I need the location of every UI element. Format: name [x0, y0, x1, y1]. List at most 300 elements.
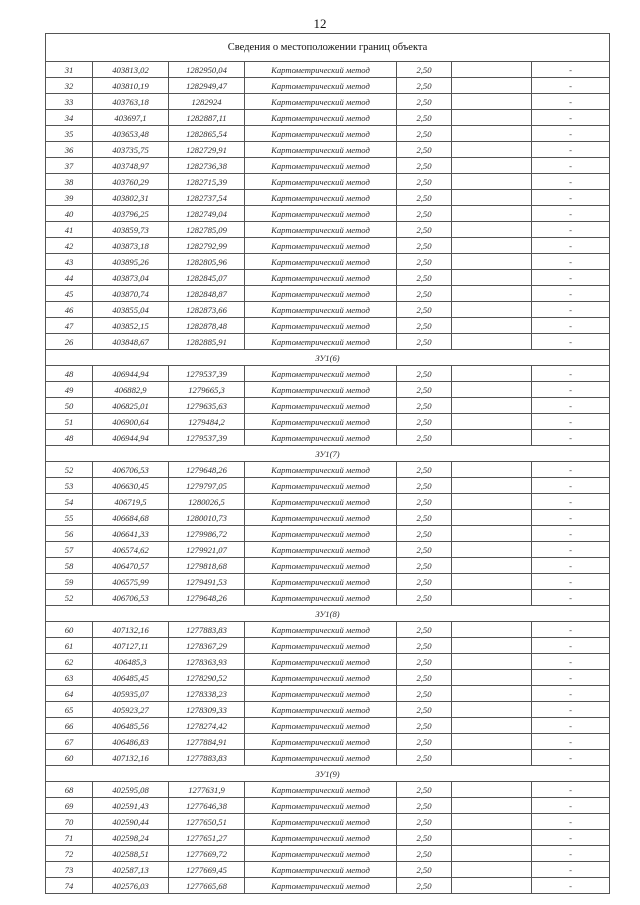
x-coordinate-cell: 403895,26 — [93, 254, 169, 270]
blank-cell — [452, 158, 532, 174]
blank-cell — [452, 734, 532, 750]
note-cell: - — [532, 622, 610, 638]
point-number-cell: 44 — [46, 270, 93, 286]
accuracy-cell: 2,50 — [397, 126, 452, 142]
point-number-cell: 39 — [46, 190, 93, 206]
method-cell: Картометрический метод — [245, 542, 397, 558]
y-coordinate-cell: 1279635,63 — [169, 398, 245, 414]
method-cell: Картометрический метод — [245, 590, 397, 606]
point-number-cell: 73 — [46, 862, 93, 878]
blank-cell — [452, 702, 532, 718]
group-header-row — [46, 766, 610, 782]
y-coordinate-cell: 1282845,07 — [169, 270, 245, 286]
y-coordinate-cell: 1278363,93 — [169, 654, 245, 670]
x-coordinate-cell: 406719,5 — [93, 494, 169, 510]
x-coordinate-cell: 406574,62 — [93, 542, 169, 558]
table-row — [46, 222, 610, 238]
table-row — [46, 366, 610, 382]
accuracy-cell: 2,50 — [397, 254, 452, 270]
table-row — [46, 286, 610, 302]
accuracy-cell: 2,50 — [397, 462, 452, 478]
point-number-cell: 56 — [46, 526, 93, 542]
table-row — [46, 798, 610, 814]
accuracy-cell: 2,50 — [397, 158, 452, 174]
method-cell: Картометрический метод — [245, 318, 397, 334]
blank-cell — [452, 302, 532, 318]
table-row — [46, 862, 610, 878]
table-row — [46, 430, 610, 446]
x-coordinate-cell: 403870,74 — [93, 286, 169, 302]
accuracy-cell: 2,50 — [397, 670, 452, 686]
accuracy-cell: 2,50 — [397, 78, 452, 94]
accuracy-cell: 2,50 — [397, 798, 452, 814]
y-coordinate-cell: 1282736,38 — [169, 158, 245, 174]
blank-cell — [452, 414, 532, 430]
x-coordinate-cell: 403848,67 — [93, 334, 169, 350]
blank-cell — [452, 254, 532, 270]
note-cell: - — [532, 846, 610, 862]
blank-cell — [452, 686, 532, 702]
point-number-cell: 60 — [46, 750, 93, 766]
x-coordinate-cell: 403813,02 — [93, 62, 169, 78]
point-number-cell: 59 — [46, 574, 93, 590]
method-cell: Картометрический метод — [245, 174, 397, 190]
table-row — [46, 270, 610, 286]
group-label: ЗУ1(8) — [46, 606, 610, 622]
method-cell: Картометрический метод — [245, 398, 397, 414]
point-number-cell: 50 — [46, 398, 93, 414]
table-row — [46, 334, 610, 350]
method-cell: Картометрический метод — [245, 862, 397, 878]
table-row — [46, 590, 610, 606]
table-row — [46, 750, 610, 766]
y-coordinate-cell: 1282878,48 — [169, 318, 245, 334]
point-number-cell: 52 — [46, 590, 93, 606]
x-coordinate-cell: 402595,08 — [93, 782, 169, 798]
blank-cell — [452, 750, 532, 766]
x-coordinate-cell: 406706,53 — [93, 462, 169, 478]
y-coordinate-cell: 1277631,9 — [169, 782, 245, 798]
blank-cell — [452, 366, 532, 382]
blank-cell — [452, 206, 532, 222]
method-cell: Картометрический метод — [245, 734, 397, 750]
note-cell: - — [532, 782, 610, 798]
accuracy-cell: 2,50 — [397, 846, 452, 862]
x-coordinate-cell: 403859,73 — [93, 222, 169, 238]
y-coordinate-cell: 1280010,73 — [169, 510, 245, 526]
y-coordinate-cell: 1278338,23 — [169, 686, 245, 702]
point-number-cell: 66 — [46, 718, 93, 734]
table-row — [46, 142, 610, 158]
y-coordinate-cell: 1282950,04 — [169, 62, 245, 78]
method-cell: Картометрический метод — [245, 366, 397, 382]
table-row — [46, 846, 610, 862]
blank-cell — [452, 830, 532, 846]
table-row — [46, 78, 610, 94]
accuracy-cell: 2,50 — [397, 558, 452, 574]
point-number-cell: 38 — [46, 174, 93, 190]
x-coordinate-cell: 402588,51 — [93, 846, 169, 862]
table-row — [46, 62, 610, 78]
note-cell: - — [532, 638, 610, 654]
method-cell: Картометрический метод — [245, 782, 397, 798]
point-number-cell: 71 — [46, 830, 93, 846]
blank-cell — [452, 862, 532, 878]
accuracy-cell: 2,50 — [397, 878, 452, 894]
accuracy-cell: 2,50 — [397, 302, 452, 318]
point-number-cell: 26 — [46, 334, 93, 350]
method-cell: Картометрический метод — [245, 190, 397, 206]
y-coordinate-cell: 1277669,45 — [169, 862, 245, 878]
x-coordinate-cell: 407132,16 — [93, 622, 169, 638]
note-cell: - — [532, 574, 610, 590]
table-row — [46, 190, 610, 206]
point-number-cell: 48 — [46, 366, 93, 382]
x-coordinate-cell: 403796,25 — [93, 206, 169, 222]
note-cell: - — [532, 270, 610, 286]
x-coordinate-cell: 403802,31 — [93, 190, 169, 206]
y-coordinate-cell: 1279491,53 — [169, 574, 245, 590]
y-coordinate-cell: 1279665,3 — [169, 382, 245, 398]
x-coordinate-cell: 406684,68 — [93, 510, 169, 526]
group-header-row — [46, 446, 610, 462]
y-coordinate-cell: 1279537,39 — [169, 366, 245, 382]
point-number-cell: 57 — [46, 542, 93, 558]
blank-cell — [452, 590, 532, 606]
note-cell: - — [532, 686, 610, 702]
method-cell: Картометрический метод — [245, 414, 397, 430]
blank-cell — [452, 190, 532, 206]
x-coordinate-cell: 406882,9 — [93, 382, 169, 398]
note-cell: - — [532, 478, 610, 494]
accuracy-cell: 2,50 — [397, 94, 452, 110]
accuracy-cell: 2,50 — [397, 574, 452, 590]
x-coordinate-cell: 406485,45 — [93, 670, 169, 686]
method-cell: Картометрический метод — [245, 830, 397, 846]
table-row — [46, 622, 610, 638]
y-coordinate-cell: 1282749,04 — [169, 206, 245, 222]
point-number-cell: 43 — [46, 254, 93, 270]
blank-cell — [452, 334, 532, 350]
note-cell: - — [532, 414, 610, 430]
x-coordinate-cell: 406641,33 — [93, 526, 169, 542]
note-cell: - — [532, 110, 610, 126]
x-coordinate-cell: 407127,11 — [93, 638, 169, 654]
x-coordinate-cell: 402587,13 — [93, 862, 169, 878]
accuracy-cell: 2,50 — [397, 334, 452, 350]
accuracy-cell: 2,50 — [397, 782, 452, 798]
accuracy-cell: 2,50 — [397, 174, 452, 190]
blank-cell — [452, 94, 532, 110]
point-number-cell: 36 — [46, 142, 93, 158]
x-coordinate-cell: 407132,16 — [93, 750, 169, 766]
point-number-cell: 70 — [46, 814, 93, 830]
point-number-cell: 32 — [46, 78, 93, 94]
point-number-cell: 74 — [46, 878, 93, 894]
point-number-cell: 69 — [46, 798, 93, 814]
method-cell: Картометрический метод — [245, 622, 397, 638]
point-number-cell: 42 — [46, 238, 93, 254]
x-coordinate-cell: 403873,18 — [93, 238, 169, 254]
accuracy-cell: 2,50 — [397, 222, 452, 238]
method-cell: Картометрический метод — [245, 238, 397, 254]
blank-cell — [452, 526, 532, 542]
note-cell: - — [532, 382, 610, 398]
blank-cell — [452, 574, 532, 590]
y-coordinate-cell: 1277650,51 — [169, 814, 245, 830]
accuracy-cell: 2,50 — [397, 862, 452, 878]
point-number-cell: 68 — [46, 782, 93, 798]
note-cell: - — [532, 286, 610, 302]
accuracy-cell: 2,50 — [397, 686, 452, 702]
table-row — [46, 670, 610, 686]
x-coordinate-cell: 406575,99 — [93, 574, 169, 590]
note-cell: - — [532, 750, 610, 766]
note-cell: - — [532, 190, 610, 206]
note-cell: - — [532, 862, 610, 878]
note-cell: - — [532, 798, 610, 814]
blank-cell — [452, 718, 532, 734]
y-coordinate-cell: 1278309,33 — [169, 702, 245, 718]
note-cell: - — [532, 206, 610, 222]
group-label: ЗУ1(9) — [46, 766, 610, 782]
point-number-cell: 35 — [46, 126, 93, 142]
blank-cell — [452, 430, 532, 446]
table-title: Сведения о местоположении границ объекта — [46, 34, 610, 62]
point-number-cell: 72 — [46, 846, 93, 862]
method-cell: Картометрический метод — [245, 686, 397, 702]
y-coordinate-cell: 1282873,66 — [169, 302, 245, 318]
accuracy-cell: 2,50 — [397, 654, 452, 670]
x-coordinate-cell: 406470,57 — [93, 558, 169, 574]
y-coordinate-cell: 1278274,42 — [169, 718, 245, 734]
note-cell: - — [532, 814, 610, 830]
point-number-cell: 65 — [46, 702, 93, 718]
accuracy-cell: 2,50 — [397, 110, 452, 126]
point-number-cell: 53 — [46, 478, 93, 494]
note-cell: - — [532, 302, 610, 318]
accuracy-cell: 2,50 — [397, 270, 452, 286]
y-coordinate-cell: 1282949,47 — [169, 78, 245, 94]
accuracy-cell: 2,50 — [397, 382, 452, 398]
point-number-cell: 54 — [46, 494, 93, 510]
point-number-cell: 58 — [46, 558, 93, 574]
table-row — [46, 654, 610, 670]
y-coordinate-cell: 1278367,29 — [169, 638, 245, 654]
note-cell: - — [532, 718, 610, 734]
x-coordinate-cell: 406944,94 — [93, 366, 169, 382]
method-cell: Картометрический метод — [245, 558, 397, 574]
accuracy-cell: 2,50 — [397, 366, 452, 382]
accuracy-cell: 2,50 — [397, 622, 452, 638]
table-row — [46, 206, 610, 222]
accuracy-cell: 2,50 — [397, 206, 452, 222]
method-cell: Картометрический метод — [245, 206, 397, 222]
y-coordinate-cell: 1282805,96 — [169, 254, 245, 270]
table-row — [46, 814, 610, 830]
blank-cell — [452, 510, 532, 526]
x-coordinate-cell: 406825,01 — [93, 398, 169, 414]
method-cell: Картометрический метод — [245, 526, 397, 542]
note-cell: - — [532, 158, 610, 174]
accuracy-cell: 2,50 — [397, 702, 452, 718]
table-row — [46, 574, 610, 590]
y-coordinate-cell: 1277883,83 — [169, 750, 245, 766]
method-cell: Картометрический метод — [245, 750, 397, 766]
method-cell: Картометрический метод — [245, 494, 397, 510]
blank-cell — [452, 78, 532, 94]
note-cell: - — [532, 462, 610, 478]
y-coordinate-cell: 1279648,26 — [169, 590, 245, 606]
y-coordinate-cell: 1279484,2 — [169, 414, 245, 430]
x-coordinate-cell: 406485,56 — [93, 718, 169, 734]
x-coordinate-cell: 406706,53 — [93, 590, 169, 606]
method-cell: Картометрический метод — [245, 814, 397, 830]
method-cell: Картометрический метод — [245, 718, 397, 734]
table-row — [46, 782, 610, 798]
method-cell: Картометрический метод — [245, 270, 397, 286]
table-row — [46, 510, 610, 526]
accuracy-cell: 2,50 — [397, 638, 452, 654]
blank-cell — [452, 110, 532, 126]
y-coordinate-cell: 1282885,91 — [169, 334, 245, 350]
blank-cell — [452, 846, 532, 862]
note-cell: - — [532, 334, 610, 350]
x-coordinate-cell: 402576,03 — [93, 878, 169, 894]
note-cell: - — [532, 830, 610, 846]
blank-cell — [452, 494, 532, 510]
blank-cell — [452, 238, 532, 254]
blank-cell — [452, 478, 532, 494]
table-row — [46, 734, 610, 750]
y-coordinate-cell: 1282792,99 — [169, 238, 245, 254]
point-number-cell: 55 — [46, 510, 93, 526]
accuracy-cell: 2,50 — [397, 62, 452, 78]
blank-cell — [452, 878, 532, 894]
method-cell: Картометрический метод — [245, 878, 397, 894]
note-cell: - — [532, 62, 610, 78]
method-cell: Картометрический метод — [245, 78, 397, 94]
table-row — [46, 382, 610, 398]
x-coordinate-cell: 403760,29 — [93, 174, 169, 190]
y-coordinate-cell: 1282729,91 — [169, 142, 245, 158]
y-coordinate-cell: 1282924 — [169, 94, 245, 110]
method-cell: Картометрический метод — [245, 126, 397, 142]
x-coordinate-cell: 405923,27 — [93, 702, 169, 718]
point-number-cell: 34 — [46, 110, 93, 126]
note-cell: - — [532, 878, 610, 894]
accuracy-cell: 2,50 — [397, 286, 452, 302]
point-number-cell: 61 — [46, 638, 93, 654]
table-row — [46, 254, 610, 270]
x-coordinate-cell: 406900,64 — [93, 414, 169, 430]
table-row — [46, 414, 610, 430]
accuracy-cell: 2,50 — [397, 590, 452, 606]
method-cell: Картометрический метод — [245, 574, 397, 590]
blank-cell — [452, 542, 532, 558]
method-cell: Картометрический метод — [245, 110, 397, 126]
y-coordinate-cell: 1279797,05 — [169, 478, 245, 494]
table-row — [46, 398, 610, 414]
x-coordinate-cell: 403763,18 — [93, 94, 169, 110]
note-cell: - — [532, 702, 610, 718]
y-coordinate-cell: 1277651,27 — [169, 830, 245, 846]
accuracy-cell: 2,50 — [397, 190, 452, 206]
table-row — [46, 126, 610, 142]
x-coordinate-cell: 403735,75 — [93, 142, 169, 158]
accuracy-cell: 2,50 — [397, 318, 452, 334]
blank-cell — [452, 622, 532, 638]
y-coordinate-cell: 1282715,39 — [169, 174, 245, 190]
point-number-cell: 48 — [46, 430, 93, 446]
x-coordinate-cell: 402598,24 — [93, 830, 169, 846]
blank-cell — [452, 222, 532, 238]
method-cell: Картометрический метод — [245, 702, 397, 718]
point-number-cell: 52 — [46, 462, 93, 478]
table-row — [46, 238, 610, 254]
x-coordinate-cell: 403810,19 — [93, 78, 169, 94]
point-number-cell: 31 — [46, 62, 93, 78]
method-cell: Картометрический метод — [245, 510, 397, 526]
note-cell: - — [532, 142, 610, 158]
method-cell: Картометрический метод — [245, 430, 397, 446]
note-cell: - — [532, 670, 610, 686]
table-row — [46, 94, 610, 110]
y-coordinate-cell: 1282848,87 — [169, 286, 245, 302]
point-number-cell: 46 — [46, 302, 93, 318]
y-coordinate-cell: 1277669,72 — [169, 846, 245, 862]
accuracy-cell: 2,50 — [397, 414, 452, 430]
blank-cell — [452, 126, 532, 142]
y-coordinate-cell: 1282887,11 — [169, 110, 245, 126]
y-coordinate-cell: 1279921,07 — [169, 542, 245, 558]
x-coordinate-cell: 403653,48 — [93, 126, 169, 142]
accuracy-cell: 2,50 — [397, 142, 452, 158]
blank-cell — [452, 670, 532, 686]
method-cell: Картометрический метод — [245, 382, 397, 398]
blank-cell — [452, 142, 532, 158]
note-cell: - — [532, 126, 610, 142]
accuracy-cell: 2,50 — [397, 510, 452, 526]
point-number-cell: 37 — [46, 158, 93, 174]
note-cell: - — [532, 558, 610, 574]
note-cell: - — [532, 526, 610, 542]
x-coordinate-cell: 406630,45 — [93, 478, 169, 494]
note-cell: - — [532, 94, 610, 110]
point-number-cell: 60 — [46, 622, 93, 638]
accuracy-cell: 2,50 — [397, 398, 452, 414]
note-cell: - — [532, 494, 610, 510]
x-coordinate-cell: 406944,94 — [93, 430, 169, 446]
method-cell: Картометрический метод — [245, 798, 397, 814]
blank-cell — [452, 286, 532, 302]
method-cell: Картометрический метод — [245, 302, 397, 318]
table-row — [46, 318, 610, 334]
blank-cell — [452, 462, 532, 478]
blank-cell — [452, 398, 532, 414]
point-number-cell: 62 — [46, 654, 93, 670]
table-row — [46, 830, 610, 846]
method-cell: Картометрический метод — [245, 478, 397, 494]
table-row — [46, 542, 610, 558]
note-cell: - — [532, 318, 610, 334]
group-header-row — [46, 350, 610, 366]
accuracy-cell: 2,50 — [397, 238, 452, 254]
method-cell: Картометрический метод — [245, 142, 397, 158]
point-number-cell: 41 — [46, 222, 93, 238]
x-coordinate-cell: 403852,15 — [93, 318, 169, 334]
point-number-cell: 45 — [46, 286, 93, 302]
